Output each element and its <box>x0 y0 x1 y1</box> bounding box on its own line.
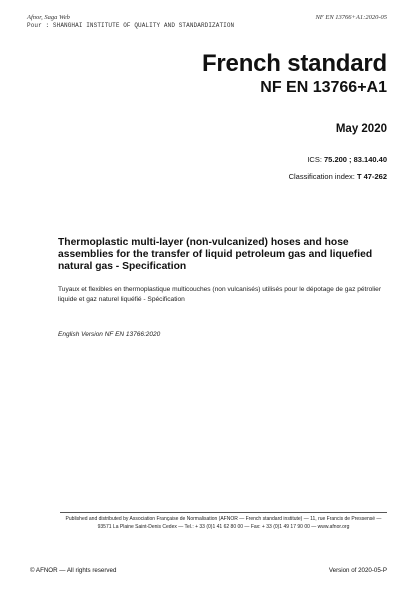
ics-line <box>307 155 387 164</box>
institute-name: : SHANGHAI INSTITUTE OF QUALITY AND STANDARDIZATION <box>45 21 235 29</box>
publisher-line-2: 93571 La Plaine Saint-Denis Cedex — Tel.: + 33 (0)1 41 62 80 00 — Fax: + 33 (0)1 49 17 90 00 — www.afnor.org <box>97 523 350 530</box>
standard-number: NF EN 13766+A1 <box>260 79 387 96</box>
copyright-notice: © AFNOR — All rights reserved <box>30 567 117 574</box>
version-label: Version of 2020-05-P <box>328 567 387 574</box>
english-version-note: English Version NF EN 13766:2020 <box>58 331 161 338</box>
publication-date: May 2020 <box>335 123 387 135</box>
classification-label: Classification index: <box>288 172 357 181</box>
pour-label: Pour <box>27 21 42 29</box>
ics-label: ICS: <box>307 155 325 164</box>
institute-line <box>27 22 234 30</box>
footer-divider <box>60 512 387 513</box>
ics-value: 75.200 ; 83.140.40 <box>324 155 387 164</box>
french-title: Tuyaux et flexibles en thermoplastique multicouches (non vulcanisés) utilisés pour le dépotage de gaz pétrolier liquide et gaz naturel liquéfié - Spécification <box>58 286 382 303</box>
licensee-text: Afnor, Saga Web <box>27 14 70 21</box>
publisher-line-1: Published and distributed by Association Française de Normalisation (AFNOR — French standard institute) — 11, rue Francis de Pressensé — <box>65 516 382 522</box>
english-title: Thermoplastic multi-layer (non-vulcanized) hoses and hose assemblies for the transfer of liquid petroleum gas and liquefied natural gas - Specification <box>58 237 373 272</box>
publisher-info <box>60 516 387 531</box>
header-licensee-block <box>27 14 234 29</box>
header-doc-ref: NF EN 13766+A1:2020-05 <box>315 14 387 21</box>
standard-type-title: French standard <box>201 50 387 77</box>
classification-line <box>289 172 387 181</box>
classification-value: T 47-262 <box>356 172 387 181</box>
